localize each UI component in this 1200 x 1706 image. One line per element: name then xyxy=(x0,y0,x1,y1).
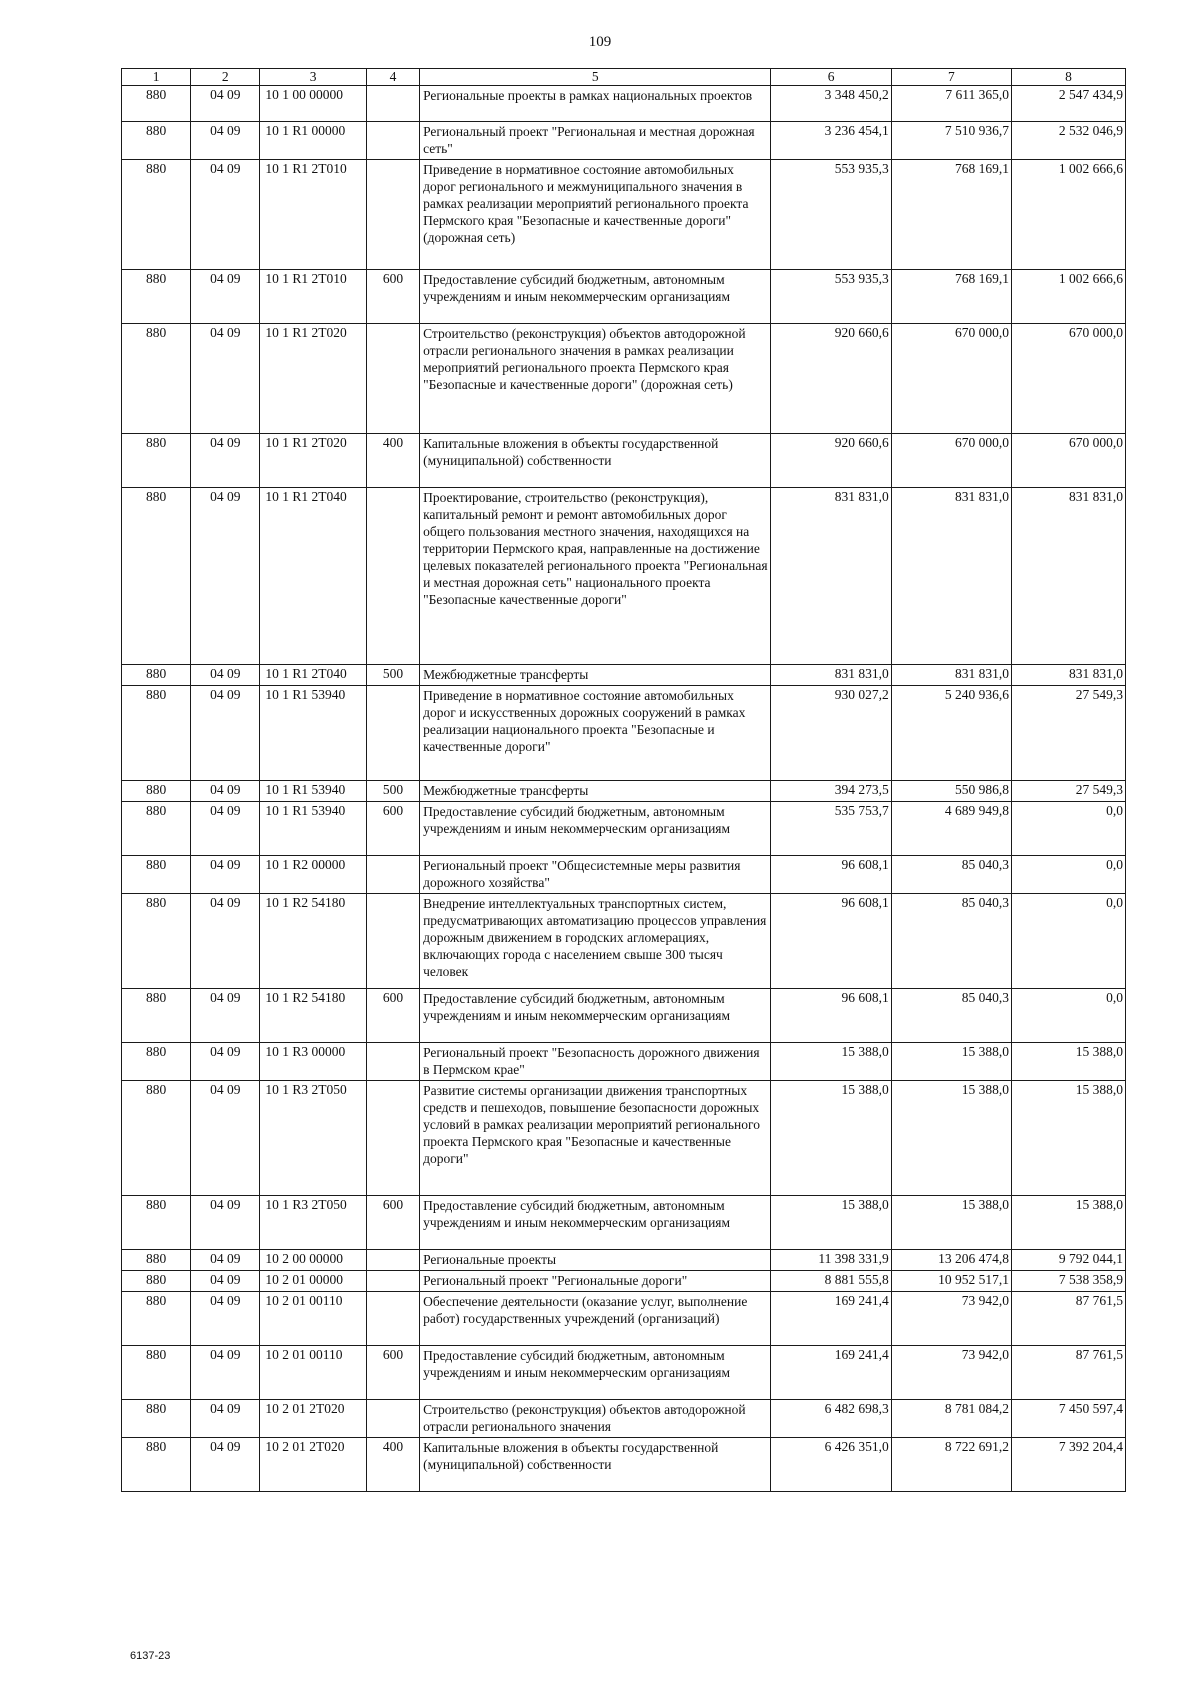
admin-code-cell: 880 xyxy=(122,488,191,665)
item-name-cell: Строительство (реконструкция) объектов автодорожной отрасли регионального значения в рамках реализации мероприятий регионального проекта Пермского края "Безопасные и качественные дороги" (дорожная сеть) xyxy=(420,324,771,434)
item-name-cell: Проектирование, строительство (реконструкция), капитальный ремонт и ремонт автомобильных дорог общего пользования местного значения, находящихся на территории Пермского края, направленные на достижение целевых показателей регионального проекта "Региональная и местная дорожная сеть" национального проекта "Безопасные качественные дороги" xyxy=(420,488,771,665)
table-row xyxy=(122,324,1126,434)
section-code-cell: 04 09 xyxy=(191,1250,260,1271)
amount-year1-cell: 96 608,1 xyxy=(771,894,891,989)
amount-year2-cell: 4 689 949,8 xyxy=(891,802,1011,856)
amount-year2-cell: 13 206 474,8 xyxy=(891,1250,1011,1271)
column-header-2: 2 xyxy=(191,69,260,86)
amount-year3-cell: 670 000,0 xyxy=(1012,324,1126,434)
admin-code-cell: 880 xyxy=(122,86,191,122)
amount-year2-cell: 768 169,1 xyxy=(891,160,1011,270)
admin-code-cell: 880 xyxy=(122,1292,191,1346)
admin-code-cell: 880 xyxy=(122,1250,191,1271)
admin-code-cell: 880 xyxy=(122,1271,191,1292)
amount-year1-cell: 535 753,7 xyxy=(771,802,891,856)
table-row xyxy=(122,1081,1126,1196)
amount-year3-cell: 15 388,0 xyxy=(1012,1196,1126,1250)
section-code-cell: 04 09 xyxy=(191,1400,260,1438)
item-name-cell: Межбюджетные трансферты xyxy=(420,665,771,686)
amount-year3-cell: 0,0 xyxy=(1012,856,1126,894)
table-row xyxy=(122,1438,1126,1492)
item-name-cell: Приведение в нормативное состояние автомобильных дорог и искусственных дорожных сооружений в рамках реализации национального проекта "Безопасные и качественные дороги" xyxy=(420,686,771,781)
expense-type-cell: 600 xyxy=(366,989,419,1043)
section-code-cell: 04 09 xyxy=(191,802,260,856)
target-article-cell: 10 2 01 00000 xyxy=(260,1271,366,1292)
amount-year3-cell: 7 538 358,9 xyxy=(1012,1271,1126,1292)
table-row xyxy=(122,1250,1126,1271)
section-code-cell: 04 09 xyxy=(191,1081,260,1196)
section-code-cell: 04 09 xyxy=(191,686,260,781)
amount-year2-cell: 831 831,0 xyxy=(891,665,1011,686)
amount-year3-cell: 2 532 046,9 xyxy=(1012,122,1126,160)
item-name-cell: Капитальные вложения в объекты государственной (муниципальной) собственности xyxy=(420,1438,771,1492)
table-row xyxy=(122,1271,1126,1292)
item-name-cell: Региональные проекты в рамках национальных проектов xyxy=(420,86,771,122)
column-header-4: 4 xyxy=(366,69,419,86)
target-article-cell: 10 2 01 2Т020 xyxy=(260,1400,366,1438)
admin-code-cell: 880 xyxy=(122,665,191,686)
section-code-cell: 04 09 xyxy=(191,1196,260,1250)
section-code-cell: 04 09 xyxy=(191,1292,260,1346)
admin-code-cell: 880 xyxy=(122,434,191,488)
column-header-8: 8 xyxy=(1012,69,1126,86)
footer-document-code: 6137-23 xyxy=(130,1650,171,1662)
section-code-cell: 04 09 xyxy=(191,1438,260,1492)
table-row xyxy=(122,781,1126,802)
amount-year2-cell: 85 040,3 xyxy=(891,989,1011,1043)
section-code-cell: 04 09 xyxy=(191,894,260,989)
target-article-cell: 10 1 R1 00000 xyxy=(260,122,366,160)
target-article-cell: 10 1 R3 2Т050 xyxy=(260,1081,366,1196)
amount-year1-cell: 920 660,6 xyxy=(771,324,891,434)
expense-type-cell xyxy=(366,122,419,160)
expense-type-cell xyxy=(366,894,419,989)
expense-type-cell xyxy=(366,160,419,270)
amount-year2-cell: 550 986,8 xyxy=(891,781,1011,802)
amount-year2-cell: 85 040,3 xyxy=(891,856,1011,894)
section-code-cell: 04 09 xyxy=(191,270,260,324)
section-code-cell: 04 09 xyxy=(191,1271,260,1292)
item-name-cell: Региональный проект "Безопасность дорожного движения в Пермском крае" xyxy=(420,1043,771,1081)
amount-year2-cell: 670 000,0 xyxy=(891,434,1011,488)
target-article-cell: 10 2 00 00000 xyxy=(260,1250,366,1271)
amount-year2-cell: 5 240 936,6 xyxy=(891,686,1011,781)
amount-year1-cell: 15 388,0 xyxy=(771,1081,891,1196)
expense-type-cell xyxy=(366,324,419,434)
admin-code-cell: 880 xyxy=(122,856,191,894)
item-name-cell: Обеспечение деятельности (оказание услуг, выполнение работ) государственных учреждений (организаций) xyxy=(420,1292,771,1346)
column-number-row xyxy=(122,69,1126,86)
amount-year1-cell: 6 482 698,3 xyxy=(771,1400,891,1438)
item-name-cell: Региональный проект "Региональная и местная дорожная сеть" xyxy=(420,122,771,160)
expense-type-cell: 500 xyxy=(366,781,419,802)
table-row xyxy=(122,686,1126,781)
admin-code-cell: 880 xyxy=(122,122,191,160)
amount-year2-cell: 8 781 084,2 xyxy=(891,1400,1011,1438)
table-row xyxy=(122,488,1126,665)
amount-year2-cell: 85 040,3 xyxy=(891,894,1011,989)
admin-code-cell: 880 xyxy=(122,894,191,989)
item-name-cell: Приведение в нормативное состояние автомобильных дорог регионального и межмуниципального значения в рамках реализации мероприятий регионального проекта Пермского края "Безопасные и качественные дороги" (дорожная сеть) xyxy=(420,160,771,270)
column-header-7: 7 xyxy=(891,69,1011,86)
section-code-cell: 04 09 xyxy=(191,1043,260,1081)
section-code-cell: 04 09 xyxy=(191,160,260,270)
target-article-cell: 10 1 R1 53940 xyxy=(260,781,366,802)
amount-year2-cell: 831 831,0 xyxy=(891,488,1011,665)
expense-type-cell xyxy=(366,856,419,894)
admin-code-cell: 880 xyxy=(122,686,191,781)
amount-year3-cell: 7 450 597,4 xyxy=(1012,1400,1126,1438)
amount-year3-cell: 0,0 xyxy=(1012,989,1126,1043)
admin-code-cell: 880 xyxy=(122,1196,191,1250)
item-name-cell: Региональные проекты xyxy=(420,1250,771,1271)
amount-year1-cell: 394 273,5 xyxy=(771,781,891,802)
amount-year3-cell: 2 547 434,9 xyxy=(1012,86,1126,122)
amount-year2-cell: 7 611 365,0 xyxy=(891,86,1011,122)
amount-year2-cell: 15 388,0 xyxy=(891,1043,1011,1081)
table-row xyxy=(122,1292,1126,1346)
amount-year2-cell: 8 722 691,2 xyxy=(891,1438,1011,1492)
amount-year3-cell: 670 000,0 xyxy=(1012,434,1126,488)
amount-year1-cell: 8 881 555,8 xyxy=(771,1271,891,1292)
amount-year2-cell: 768 169,1 xyxy=(891,270,1011,324)
budget-table xyxy=(121,68,1126,1492)
section-code-cell: 04 09 xyxy=(191,324,260,434)
admin-code-cell: 880 xyxy=(122,1043,191,1081)
expense-type-cell xyxy=(366,1400,419,1438)
table-row xyxy=(122,1196,1126,1250)
admin-code-cell: 880 xyxy=(122,1400,191,1438)
expense-type-cell: 400 xyxy=(366,1438,419,1492)
target-article-cell: 10 1 R3 00000 xyxy=(260,1043,366,1081)
amount-year2-cell: 15 388,0 xyxy=(891,1196,1011,1250)
amount-year1-cell: 831 831,0 xyxy=(771,665,891,686)
target-article-cell: 10 1 R1 53940 xyxy=(260,686,366,781)
table-row xyxy=(122,270,1126,324)
amount-year1-cell: 920 660,6 xyxy=(771,434,891,488)
section-code-cell: 04 09 xyxy=(191,781,260,802)
section-code-cell: 04 09 xyxy=(191,1346,260,1400)
target-article-cell: 10 1 R1 2Т040 xyxy=(260,488,366,665)
admin-code-cell: 880 xyxy=(122,160,191,270)
expense-type-cell xyxy=(366,1250,419,1271)
amount-year3-cell: 27 549,3 xyxy=(1012,781,1126,802)
admin-code-cell: 880 xyxy=(122,989,191,1043)
amount-year1-cell: 169 241,4 xyxy=(771,1292,891,1346)
expense-type-cell xyxy=(366,686,419,781)
amount-year3-cell: 15 388,0 xyxy=(1012,1081,1126,1196)
table-row xyxy=(122,989,1126,1043)
amount-year2-cell: 73 942,0 xyxy=(891,1346,1011,1400)
item-name-cell: Региональный проект "Общесистемные меры развития дорожного хозяйства" xyxy=(420,856,771,894)
expense-type-cell: 600 xyxy=(366,802,419,856)
amount-year2-cell: 15 388,0 xyxy=(891,1081,1011,1196)
target-article-cell: 10 1 R1 2Т010 xyxy=(260,270,366,324)
amount-year2-cell: 73 942,0 xyxy=(891,1292,1011,1346)
table-row xyxy=(122,665,1126,686)
amount-year3-cell: 7 392 204,4 xyxy=(1012,1438,1126,1492)
table-row xyxy=(122,1400,1126,1438)
table-row xyxy=(122,160,1126,270)
amount-year3-cell: 1 002 666,6 xyxy=(1012,160,1126,270)
amount-year1-cell: 11 398 331,9 xyxy=(771,1250,891,1271)
target-article-cell: 10 1 R1 53940 xyxy=(260,802,366,856)
page-number: 109 xyxy=(588,34,612,50)
table-row xyxy=(122,894,1126,989)
amount-year1-cell: 3 348 450,2 xyxy=(771,86,891,122)
table-row xyxy=(122,122,1126,160)
table-row xyxy=(122,1043,1126,1081)
section-code-cell: 04 09 xyxy=(191,989,260,1043)
expense-type-cell: 500 xyxy=(366,665,419,686)
amount-year1-cell: 6 426 351,0 xyxy=(771,1438,891,1492)
amount-year2-cell: 7 510 936,7 xyxy=(891,122,1011,160)
amount-year3-cell: 831 831,0 xyxy=(1012,665,1126,686)
amount-year3-cell: 9 792 044,1 xyxy=(1012,1250,1126,1271)
admin-code-cell: 880 xyxy=(122,1438,191,1492)
target-article-cell: 10 1 R3 2Т050 xyxy=(260,1196,366,1250)
amount-year1-cell: 553 935,3 xyxy=(771,160,891,270)
amount-year1-cell: 930 027,2 xyxy=(771,686,891,781)
amount-year1-cell: 96 608,1 xyxy=(771,989,891,1043)
expense-type-cell: 600 xyxy=(366,1196,419,1250)
table-row xyxy=(122,802,1126,856)
target-article-cell: 10 1 R1 2Т020 xyxy=(260,324,366,434)
table-row xyxy=(122,1346,1126,1400)
item-name-cell: Внедрение интеллектуальных транспортных систем, предусматривающих автоматизацию процессов управления дорожным движением в городских агломерациях, включающих города с населением свыше 300 тысяч человек xyxy=(420,894,771,989)
target-article-cell: 10 2 01 00110 xyxy=(260,1346,366,1400)
item-name-cell: Предоставление субсидий бюджетным, автономным учреждениям и иным некоммерческим организациям xyxy=(420,1346,771,1400)
section-code-cell: 04 09 xyxy=(191,434,260,488)
column-header-3: 3 xyxy=(260,69,366,86)
item-name-cell: Развитие системы организации движения транспортных средств и пешеходов, повышение безопасности дорожных условий в рамках реализации мероприятий регионального проекта Пермского края "Безопасные и качественные дороги" xyxy=(420,1081,771,1196)
amount-year3-cell: 87 761,5 xyxy=(1012,1292,1126,1346)
expense-type-cell: 400 xyxy=(366,434,419,488)
section-code-cell: 04 09 xyxy=(191,856,260,894)
admin-code-cell: 880 xyxy=(122,270,191,324)
target-article-cell: 10 1 R1 2Т040 xyxy=(260,665,366,686)
admin-code-cell: 880 xyxy=(122,324,191,434)
item-name-cell: Предоставление субсидий бюджетным, автономным учреждениям и иным некоммерческим организациям xyxy=(420,1196,771,1250)
expense-type-cell xyxy=(366,488,419,665)
target-article-cell: 10 2 01 2Т020 xyxy=(260,1438,366,1492)
budget-table-container xyxy=(121,68,1126,1492)
section-code-cell: 04 09 xyxy=(191,86,260,122)
target-article-cell: 10 1 R1 2Т020 xyxy=(260,434,366,488)
target-article-cell: 10 1 R2 54180 xyxy=(260,989,366,1043)
item-name-cell: Региональный проект "Региональные дороги" xyxy=(420,1271,771,1292)
amount-year3-cell: 831 831,0 xyxy=(1012,488,1126,665)
admin-code-cell: 880 xyxy=(122,1081,191,1196)
admin-code-cell: 880 xyxy=(122,781,191,802)
target-article-cell: 10 1 00 00000 xyxy=(260,86,366,122)
amount-year3-cell: 27 549,3 xyxy=(1012,686,1126,781)
amount-year3-cell: 15 388,0 xyxy=(1012,1043,1126,1081)
section-code-cell: 04 09 xyxy=(191,122,260,160)
amount-year2-cell: 10 952 517,1 xyxy=(891,1271,1011,1292)
amount-year1-cell: 96 608,1 xyxy=(771,856,891,894)
amount-year1-cell: 553 935,3 xyxy=(771,270,891,324)
section-code-cell: 04 09 xyxy=(191,488,260,665)
amount-year1-cell: 169 241,4 xyxy=(771,1346,891,1400)
column-header-5: 5 xyxy=(420,69,771,86)
expense-type-cell: 600 xyxy=(366,1346,419,1400)
expense-type-cell xyxy=(366,1292,419,1346)
amount-year1-cell: 15 388,0 xyxy=(771,1043,891,1081)
column-header-6: 6 xyxy=(771,69,891,86)
item-name-cell: Капитальные вложения в объекты государственной (муниципальной) собственности xyxy=(420,434,771,488)
amount-year3-cell: 1 002 666,6 xyxy=(1012,270,1126,324)
amount-year3-cell: 87 761,5 xyxy=(1012,1346,1126,1400)
amount-year2-cell: 670 000,0 xyxy=(891,324,1011,434)
amount-year3-cell: 0,0 xyxy=(1012,802,1126,856)
table-row xyxy=(122,856,1126,894)
section-code-cell: 04 09 xyxy=(191,665,260,686)
item-name-cell: Строительство (реконструкция) объектов автодорожной отрасли регионального значения xyxy=(420,1400,771,1438)
amount-year1-cell: 15 388,0 xyxy=(771,1196,891,1250)
target-article-cell: 10 1 R1 2Т010 xyxy=(260,160,366,270)
amount-year1-cell: 3 236 454,1 xyxy=(771,122,891,160)
expense-type-cell xyxy=(366,1043,419,1081)
column-header-1: 1 xyxy=(122,69,191,86)
table-row xyxy=(122,86,1126,122)
item-name-cell: Предоставление субсидий бюджетным, автономным учреждениям и иным некоммерческим организациям xyxy=(420,270,771,324)
item-name-cell: Межбюджетные трансферты xyxy=(420,781,771,802)
admin-code-cell: 880 xyxy=(122,1346,191,1400)
amount-year3-cell: 0,0 xyxy=(1012,894,1126,989)
expense-type-cell xyxy=(366,86,419,122)
item-name-cell: Предоставление субсидий бюджетным, автономным учреждениям и иным некоммерческим организациям xyxy=(420,802,771,856)
item-name-cell: Предоставление субсидий бюджетным, автономным учреждениям и иным некоммерческим организациям xyxy=(420,989,771,1043)
target-article-cell: 10 1 R2 00000 xyxy=(260,856,366,894)
admin-code-cell: 880 xyxy=(122,802,191,856)
budget-table-body xyxy=(122,86,1126,1492)
target-article-cell: 10 1 R2 54180 xyxy=(260,894,366,989)
table-row xyxy=(122,434,1126,488)
expense-type-cell xyxy=(366,1271,419,1292)
amount-year1-cell: 831 831,0 xyxy=(771,488,891,665)
expense-type-cell xyxy=(366,1081,419,1196)
target-article-cell: 10 2 01 00110 xyxy=(260,1292,366,1346)
expense-type-cell: 600 xyxy=(366,270,419,324)
